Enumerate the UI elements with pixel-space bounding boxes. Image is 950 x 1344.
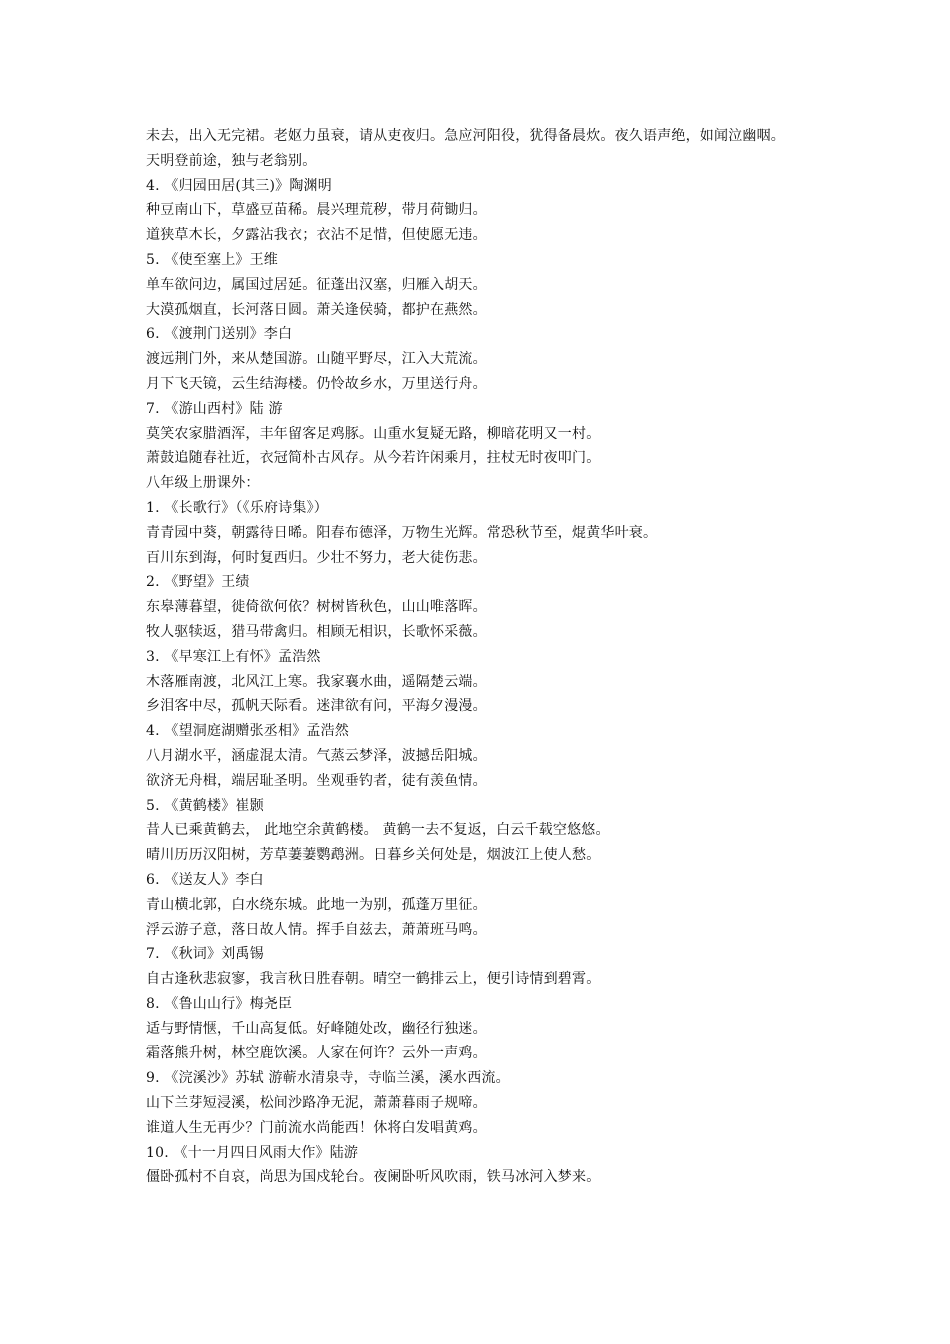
poem-heading: 5. 《使至塞上》王维 — [146, 251, 279, 268]
text-line: 昔人已乘黄鹤去， 此地空余黄鹤楼。 黄鹤一去不复返，白云千载空悠悠。 — [146, 822, 610, 839]
text-line: 青青园中葵，朝露待日晞。阳春布德泽，万物生光辉。常恐秋节至，焜黄华叶衰。 — [146, 524, 658, 541]
text-line: 莫笑农家腊酒浑，丰年留客足鸡豚。山重水复疑无路，柳暗花明又一村。 — [146, 425, 601, 442]
poem-heading: 5. 《黄鹤楼》崔颢 — [146, 797, 264, 814]
document-body — [146, 124, 876, 1190]
text-line: 未去，出入无完裙。老妪力虽衰，请从吏夜归。急应河阳役，犹得备晨炊。夜久语声绝，如闻泣幽咽。 — [146, 128, 785, 144]
text-line: 百川东到海，何时复西归。少壮不努力，老大徒伤悲。 — [146, 549, 487, 566]
text-line: 渡远荆门外，来从楚国游。山随平野尽，江入大荒流。 — [146, 351, 487, 368]
text-line: 东皋薄暮望，徙倚欲何依？树树皆秋色，山山唯落晖。 — [146, 599, 487, 616]
text-line: 大漠孤烟直，长河落日圆。萧关逢侯骑，都护在燕然。 — [146, 301, 487, 318]
poem-heading: 3. 《早寒江上有怀》孟浩然 — [146, 648, 321, 665]
text-line: 青山横北郭，白水绕东城。此地一为别，孤蓬万里征。 — [146, 896, 487, 913]
text-line: 萧鼓追随春社近，衣冠简朴古风存。从今若许闲乘月，拄杖无时夜叩门。 — [146, 450, 601, 467]
section-heading: 八年级上册课外： — [146, 475, 260, 492]
poem-heading: 8. 《鲁山山行》梅尧臣 — [146, 995, 293, 1012]
text-line: 八月湖水平，涵虚混太清。气蒸云梦泽，波撼岳阳城。 — [146, 747, 487, 764]
text-line: 山下兰芽短浸溪，松间沙路净无泥，萧萧暮雨子规啼。 — [146, 1095, 487, 1112]
text-line: 道狭草木长，夕露沾我衣；衣沾不足惜，但使愿无违。 — [146, 227, 487, 244]
text-line: 乡泪客中尽，孤帆天际看。迷津欲有问，平海夕漫漫。 — [146, 698, 487, 715]
text-line: 晴川历历汉阳树，芳草萋萋鹦鹉洲。日暮乡关何处是，烟波江上使人愁。 — [146, 847, 601, 864]
text-line: 谁道人生无再少？门前流水尚能西！休将白发唱黄鸡。 — [146, 1119, 487, 1136]
poem-heading: 9. 《浣溪沙》苏轼 游蕲水清泉寺，寺临兰溪，溪水西流。 — [146, 1070, 510, 1087]
poem-heading: 7. 《游山西村》陆 游 — [146, 400, 283, 417]
text-line: 种豆南山下，草盛豆苗稀。晨兴理荒秽，带月荷锄归。 — [146, 202, 487, 219]
text-line: 霜落熊升树，林空鹿饮溪。人家在何许？云外一声鸡。 — [146, 1045, 487, 1062]
poem-heading: 4. 《望洞庭湖赠张丞相》孟浩然 — [146, 723, 350, 740]
poem-heading: 1. 《长歌行》（《乐府诗集》） — [146, 499, 329, 516]
text-line: 僵卧孤村不自哀，尚思为国戍轮台。夜阑卧听风吹雨，铁马冰河入梦来。 — [146, 1169, 601, 1186]
text-line: 适与野情惬，千山高复低。好峰随处改，幽径行独迷。 — [146, 1020, 487, 1037]
poem-heading: 2. 《野望》王绩 — [146, 574, 250, 591]
poem-heading: 6. 《送友人》李白 — [146, 871, 264, 888]
text-line: 牧人驱犊返，猎马带禽归。相顾无相识，长歌怀采薇。 — [146, 623, 487, 640]
text-line: 自古逢秋悲寂寥，我言秋日胜春朝。晴空一鹤排云上，便引诗情到碧霄。 — [146, 971, 601, 988]
text-line: 欲济无舟楫，端居耻圣明。坐观垂钓者，徒有羡鱼情。 — [146, 772, 487, 789]
poem-heading: 10. 《十一月四日风雨大作》陆游 — [146, 1144, 359, 1161]
text-line: 天明登前途，独与老翁别。 — [146, 152, 317, 169]
poem-heading: 6. 《渡荆门送别》李白 — [146, 326, 293, 343]
text-line: 月下飞天镜，云生结海楼。仍怜故乡水，万里送行舟。 — [146, 375, 487, 392]
poem-heading: 4. 《归园田居(其三)》陶渊明 — [146, 177, 332, 194]
text-line: 木落雁南渡，北风江上寒。我家襄水曲，遥隔楚云端。 — [146, 673, 487, 690]
poem-heading: 7. 《秋词》刘禹锡 — [146, 946, 264, 963]
text-line: 浮云游子意，落日故人情。挥手自兹去，萧萧班马鸣。 — [146, 921, 487, 938]
text-line: 单车欲问边，属国过居延。征蓬出汉塞，归雁入胡天。 — [146, 276, 487, 293]
